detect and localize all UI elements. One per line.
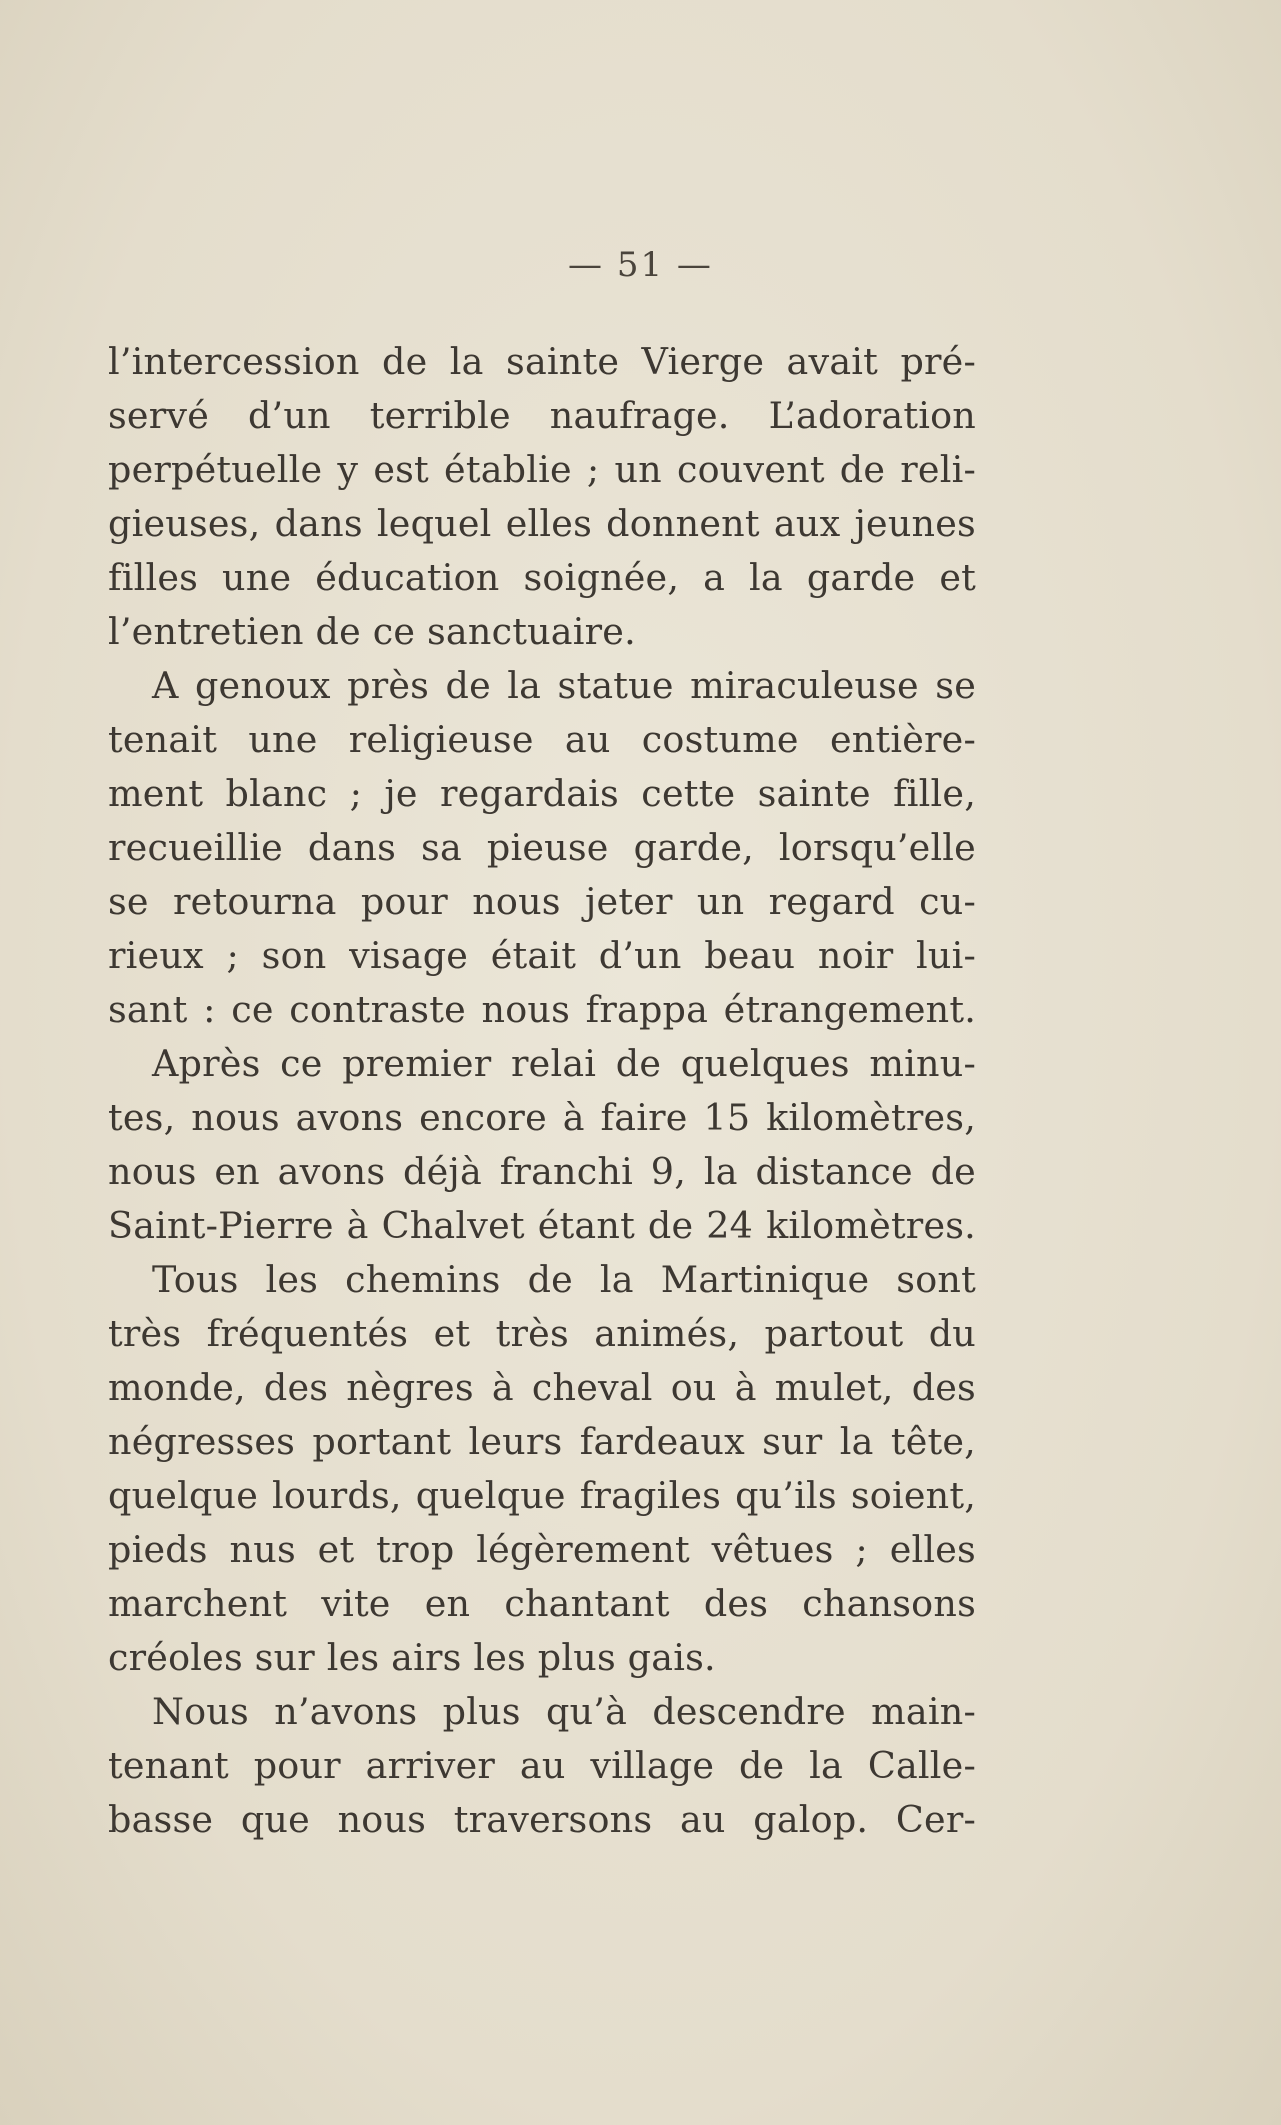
paragraph [108,335,976,659]
text-line: nous en avons déjà franchi 9, la distance de [108,1150,976,1193]
text-line: très fréquentés et très animés, partout du [108,1312,976,1355]
text-line: l’entretien de ce sanctuaire. [108,610,636,653]
text-line: l’intercession de la sainte Vierge avait pré- [108,340,976,383]
text-line: perpétuelle y est établie ; un couvent de reli- [108,448,976,491]
text-line: tenait une religieuse au costume entière- [108,718,976,761]
paragraph [108,1685,976,1847]
text-line: créoles sur les airs les plus gais. [108,1636,716,1679]
text-line: Saint-Pierre à Chalvet étant de 24 kilomètres. [108,1204,976,1247]
text-line: se retourna pour nous jeter un regard cu- [108,880,976,923]
text-line: ment blanc ; je regardais cette sainte fille, [108,772,976,815]
text-line: Après ce premier relai de quelques minu- [152,1042,976,1085]
text-line: tes, nous avons encore à faire 15 kilomètres, [108,1096,976,1139]
text-line: gieuses, dans lequel elles donnent aux jeunes [108,502,976,545]
text-line: tenant pour arriver au village de la Calle- [108,1744,976,1787]
paragraph [108,659,976,1037]
body-text [108,335,976,1847]
text-line: Tous les chemins de la Martinique sont [152,1258,976,1301]
text-line: monde, des nègres à cheval ou à mulet, des [108,1366,976,1409]
text-line: servé d’un terrible naufrage. L’adoration [108,394,976,437]
page-number: — 51 — [568,245,713,285]
text-line: rieux ; son visage était d’un beau noir lui- [108,934,976,977]
text-line: A genoux près de la statue miraculeuse se [152,664,976,707]
text-line: marchent vite en chantant des chansons [108,1582,976,1625]
text-line: sant : ce contraste nous frappa étrangement. [108,988,976,1031]
paragraph [108,1253,976,1685]
text-line: filles une éducation soignée, a la garde et [108,556,976,599]
text-line: Nous n’avons plus qu’à descendre main- [152,1690,976,1733]
text-line: pieds nus et trop légèrement vêtues ; elles [108,1528,976,1571]
text-line: recueillie dans sa pieuse garde, lorsqu’elle [108,826,976,869]
text-line: quelque lourds, quelque fragiles qu’ils soient, [108,1474,976,1517]
text-line: négresses portant leurs fardeaux sur la tête, [108,1420,976,1463]
text-line: basse que nous traversons au galop. Cer- [108,1798,976,1841]
paragraph [108,1037,976,1253]
